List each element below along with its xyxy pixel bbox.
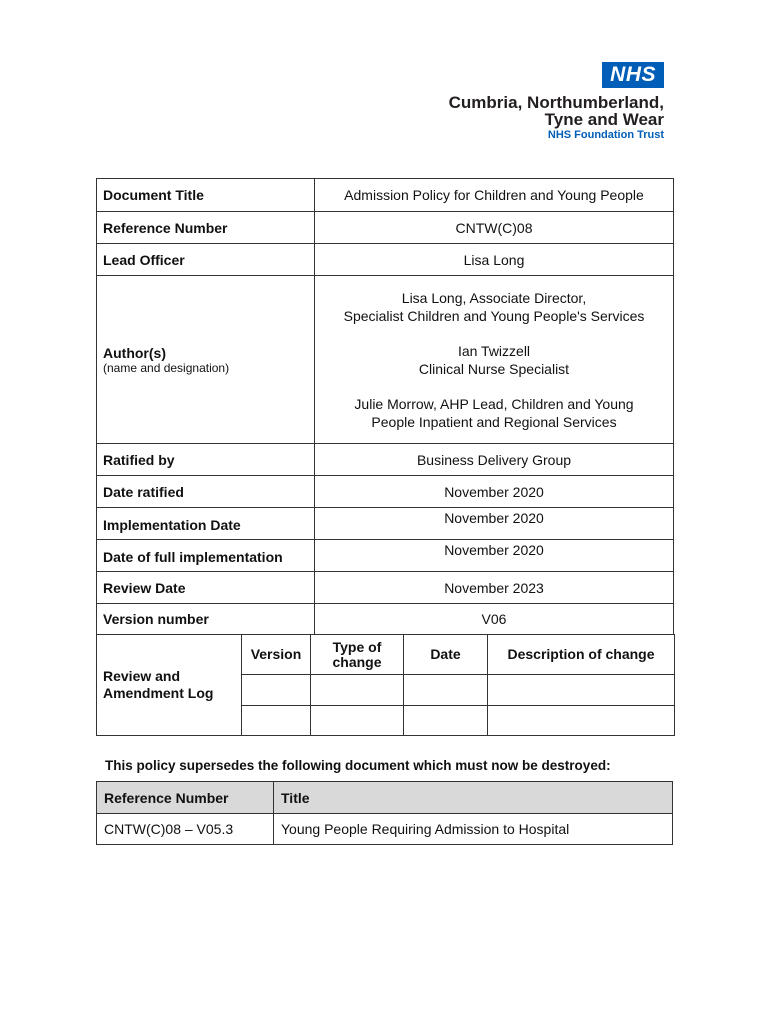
authors-sublabel: (name and designation) xyxy=(103,360,230,375)
superseded-title: Young People Requiring Admission to Hospital xyxy=(274,814,673,845)
row-document-title xyxy=(97,179,674,212)
label-review-date: Review Date xyxy=(97,572,315,604)
value-review-date: November 2023 xyxy=(315,572,674,604)
empty-cell xyxy=(488,675,675,706)
value-authors xyxy=(315,276,674,444)
row-ratified-by xyxy=(97,444,674,476)
col-type-of-change xyxy=(311,635,404,675)
author-3-role: People Inpatient and Regional Services xyxy=(371,413,617,430)
author-2-name: Ian Twizzell xyxy=(457,342,531,359)
document-details-table xyxy=(96,178,674,635)
row-date-ratified xyxy=(97,476,674,508)
row-implementation-date xyxy=(97,508,674,540)
empty-cell xyxy=(311,706,404,736)
row-lead-officer xyxy=(97,244,674,276)
authors-label: Author(s) xyxy=(103,344,166,361)
org-name-line3: NHS Foundation Trust xyxy=(547,129,664,141)
empty-cell xyxy=(404,675,488,706)
empty-cell xyxy=(311,675,404,706)
row-version-number xyxy=(97,604,674,635)
author-1-role: Specialist Children and Young People's Services xyxy=(343,307,645,324)
row-review-date xyxy=(97,572,674,604)
value-ratified-by: Business Delivery Group xyxy=(315,444,674,476)
superseded-documents-table xyxy=(96,781,673,845)
value-reference-number: CNTW(C)08 xyxy=(315,212,674,244)
amendment-log-label-line2: Amendment Log xyxy=(103,685,214,701)
author-2-role: Clinical Nurse Specialist xyxy=(418,360,570,377)
row-full-implementation xyxy=(97,540,674,572)
header-reference-number: Reference Number xyxy=(97,782,274,814)
header-title: Title xyxy=(274,782,673,814)
author-1-name: Lisa Long, Associate Director, xyxy=(401,289,587,306)
label-date-ratified: Date ratified xyxy=(97,476,315,508)
empty-cell xyxy=(488,706,675,736)
col-type-line1: Type of xyxy=(332,638,382,655)
col-type-line2: change xyxy=(332,653,382,670)
superseded-row xyxy=(97,814,673,845)
org-name-line1: Cumbria, Northumberland, xyxy=(448,93,664,112)
row-authors xyxy=(97,276,674,444)
value-version-number: V06 xyxy=(315,604,674,635)
nhs-badge: NHS xyxy=(602,62,664,88)
label-lead-officer: Lead Officer xyxy=(97,244,315,276)
amendment-log-header-row xyxy=(97,635,675,675)
author-entry xyxy=(315,289,673,325)
empty-cell xyxy=(242,675,311,706)
superseded-header-row xyxy=(97,782,673,814)
value-implementation-date: November 2020 xyxy=(315,508,674,540)
amendment-log-label xyxy=(97,635,242,736)
label-full-implementation: Date of full implementation xyxy=(97,540,315,572)
col-date: Date xyxy=(404,635,488,675)
nhs-logo xyxy=(404,62,664,142)
supersedes-note: This policy supersedes the following document which must now be destroyed: xyxy=(105,758,611,773)
author-3-name: Julie Morrow, AHP Lead, Children and Young xyxy=(354,395,634,412)
label-reference-number: Reference Number xyxy=(97,212,315,244)
value-full-implementation: November 2020 xyxy=(315,540,674,572)
empty-cell xyxy=(242,706,311,736)
label-authors xyxy=(97,276,315,444)
col-version: Version xyxy=(242,635,311,675)
label-document-title: Document Title xyxy=(97,179,315,212)
value-lead-officer: Lisa Long xyxy=(315,244,674,276)
label-ratified-by: Ratified by xyxy=(97,444,315,476)
empty-cell xyxy=(404,706,488,736)
org-name-line2: Tyne and Wear xyxy=(544,110,664,129)
row-reference-number xyxy=(97,212,674,244)
value-date-ratified: November 2020 xyxy=(315,476,674,508)
author-entry xyxy=(315,395,673,431)
author-entry xyxy=(315,342,673,378)
value-document-title: Admission Policy for Children and Young People xyxy=(315,179,674,212)
col-description: Description of change xyxy=(488,635,675,675)
label-version-number: Version number xyxy=(97,604,315,635)
superseded-reference: CNTW(C)08 – V05.3 xyxy=(97,814,274,845)
amendment-log-label-line1: Review and xyxy=(103,668,181,684)
label-implementation-date: Implementation Date xyxy=(97,508,315,540)
amendment-log-table xyxy=(96,634,675,736)
